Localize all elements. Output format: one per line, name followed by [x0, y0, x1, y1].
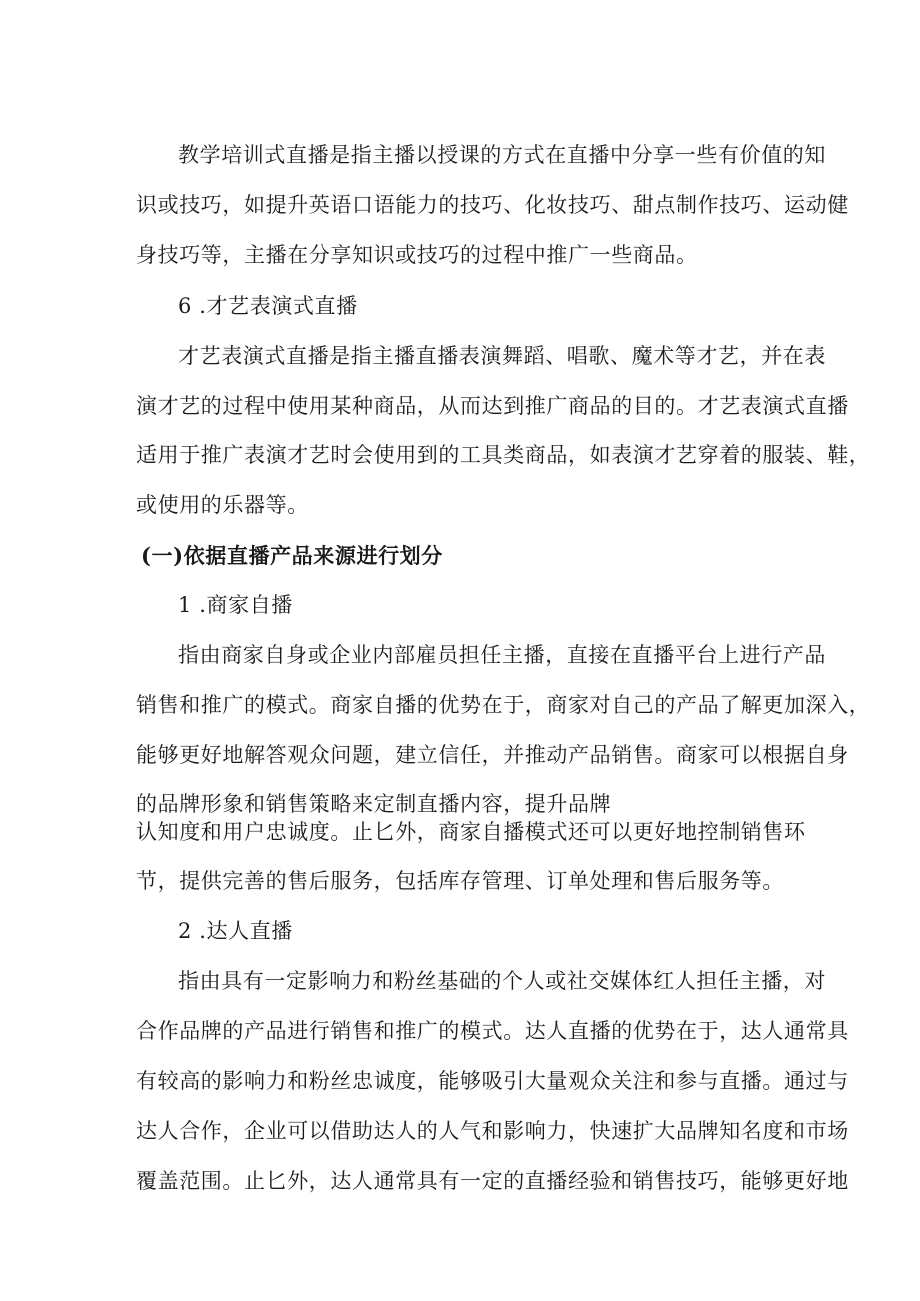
teaching-paragraph-line-2: 识或技巧，如提升英语口语能力的技巧、化妆技巧、甜点制作技巧、运动健: [136, 193, 849, 217]
talent-paragraph-line-3: 适用于推广表演才艺时会使用到的工具类商品，如表演才艺穿着的服装、鞋，: [136, 443, 871, 467]
merchant-paragraph-line-4: 的品牌形象和销售策略来定制直播内容，提升品牌: [136, 792, 612, 816]
merchant-paragraph-line-2: 销售和推广的模式。商家自播的优势在于，商家对自己的产品了解更加深入，: [136, 693, 871, 717]
merchant-paragraph-line-1: 指由商家自身或企业内部雇员担任主播，直接在直播平台上进行产品: [178, 643, 826, 667]
merchant-paragraph-line-3: 能够更好地解答观众问题，建立信任，并推动产品销售。商家可以根据自身: [136, 743, 849, 767]
talent-heading: 6 .才艺表演式直播: [178, 294, 358, 318]
teaching-paragraph-line-1: 教学培训式直播是指主播以授课的方式在直播中分享一些有价值的知: [178, 143, 826, 167]
merchant-paragraph-line-6: 节，提供完善的售后服务，包括库存管理、订单处理和售后服务等。: [136, 869, 784, 893]
talent-paragraph-line-1: 才艺表演式直播是指主播直播表演舞蹈、唱歌、魔术等才艺，并在表: [178, 344, 826, 368]
influencer-paragraph-line-5: 覆盖范围。止匕外，达人通常具有一定的直播经验和销售技巧，能够更好地: [136, 1169, 849, 1193]
influencer-paragraph-line-4: 达人合作，企业可以借助达人的人气和影响力，快速扩大品牌知名度和市场: [136, 1119, 849, 1143]
influencer-paragraph-line-2: 合作品牌的产品进行销售和推广的模式。达人直播的优势在于，达人通常具: [136, 1019, 849, 1043]
merchant-paragraph-line-5: 认知度和用户忠诚度。止匕外，商家自播模式还可以更好地控制销售环: [136, 820, 806, 844]
talent-paragraph-line-2: 演才艺的过程中使用某种商品，从而达到推广商品的目的。才艺表演式直播: [136, 394, 849, 418]
influencer-paragraph-line-3: 有较高的影响力和粉丝忠诚度，能够吸引大量观众关注和参与直播。通过与: [136, 1069, 849, 1093]
merchant-heading: 1 .商家自播: [178, 593, 293, 617]
influencer-paragraph-line-1: 指由具有一定影响力和粉丝基础的个人或社交媒体红人担任主播，对: [178, 969, 826, 993]
influencer-heading: 2 .达人直播: [178, 919, 293, 943]
teaching-paragraph-line-3: 身技巧等，主播在分享知识或技巧的过程中推广一些商品。: [136, 243, 698, 267]
section-heading: (一)依据直播产品来源进行划分: [141, 543, 443, 568]
talent-paragraph-line-4: 或使用的乐器等。: [136, 493, 309, 517]
